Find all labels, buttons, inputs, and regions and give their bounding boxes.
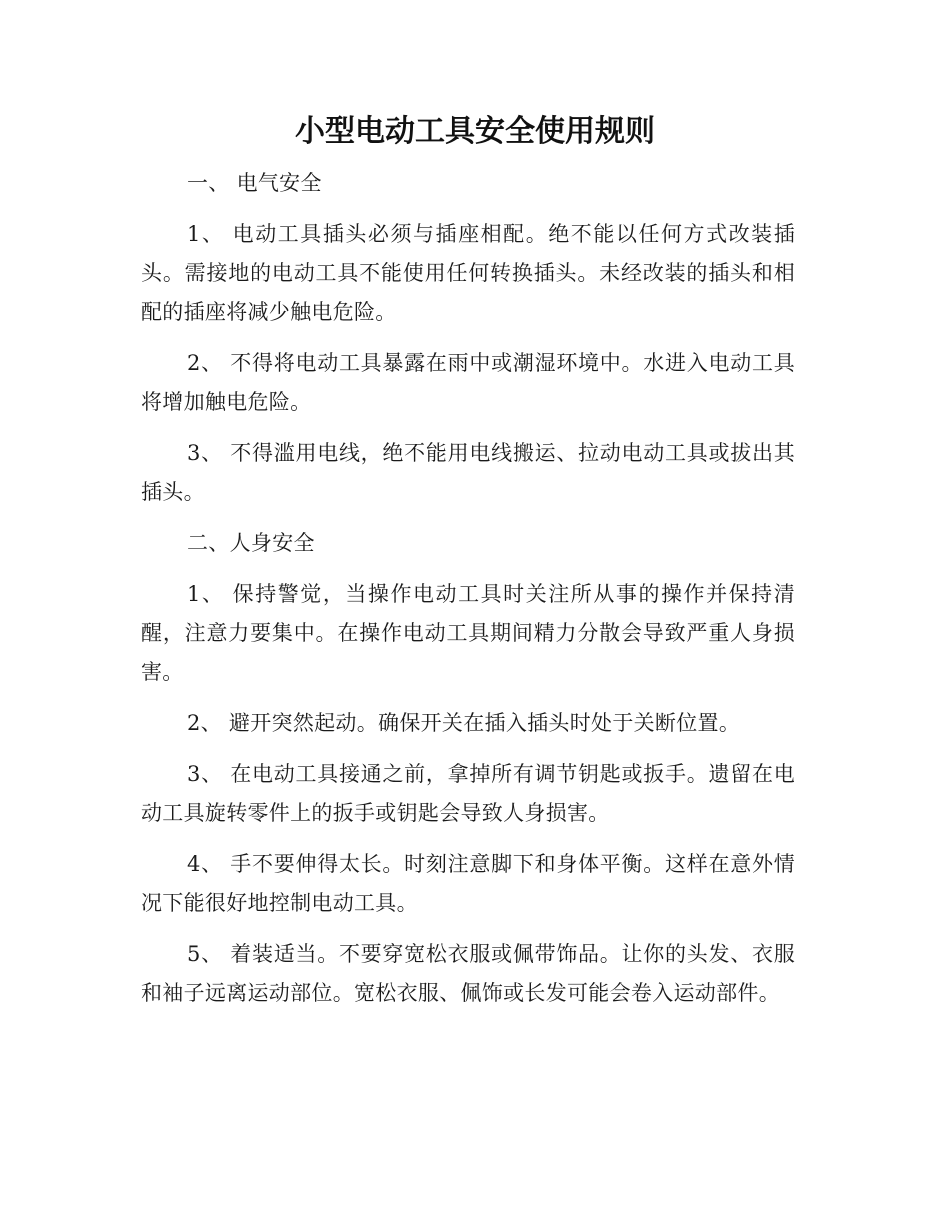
paragraph: 1、 电动工具插头必须与插座相配。绝不能以任何方式改装插头。需接地的电动工具不能使用任何转换插头。未经改装的插头和相配的插座将减少触电危险。: [141, 222, 795, 324]
paragraph: 1、 保持警觉，当操作电动工具时关注所从事的操作并保持清醒，注意力要集中。在操作电动工具期间精力分散会导致严重人身损害。: [141, 582, 795, 684]
document-title: 小型电动工具安全使用规则: [295, 114, 655, 149]
section-heading-personal-safety: 二、人身安全: [187, 531, 315, 555]
section-heading-electrical-safety: 一、 电气安全: [187, 171, 322, 195]
paragraph: 2、 不得将电动工具暴露在雨中或潮湿环境中。水进入电动工具将增加触电危险。: [141, 351, 795, 414]
paragraph: 3、 不得滥用电线，绝不能用电线搬运、拉动电动工具或拔出其插头。: [141, 441, 795, 504]
document-body: [141, 164, 795, 1025]
paragraph: 4、 手不要伸得太长。时刻注意脚下和身体平衡。这样在意外情况下能很好地控制电动工具。: [141, 852, 795, 915]
paragraph: 3、 在电动工具接通之前，拿掉所有调节钥匙或扳手。遗留在电动工具旋转零件上的扳手或钥匙会导致人身损害。: [141, 762, 795, 825]
paragraph: 2、 避开突然起动。确保开关在插入插头时处于关断位置。: [187, 711, 741, 735]
paragraph: 5、 着装适当。不要穿宽松衣服或佩带饰品。让你的头发、衣服和袖子远离运动部位。宽松衣服、佩饰或长发可能会卷入运动部件。: [141, 942, 795, 1005]
